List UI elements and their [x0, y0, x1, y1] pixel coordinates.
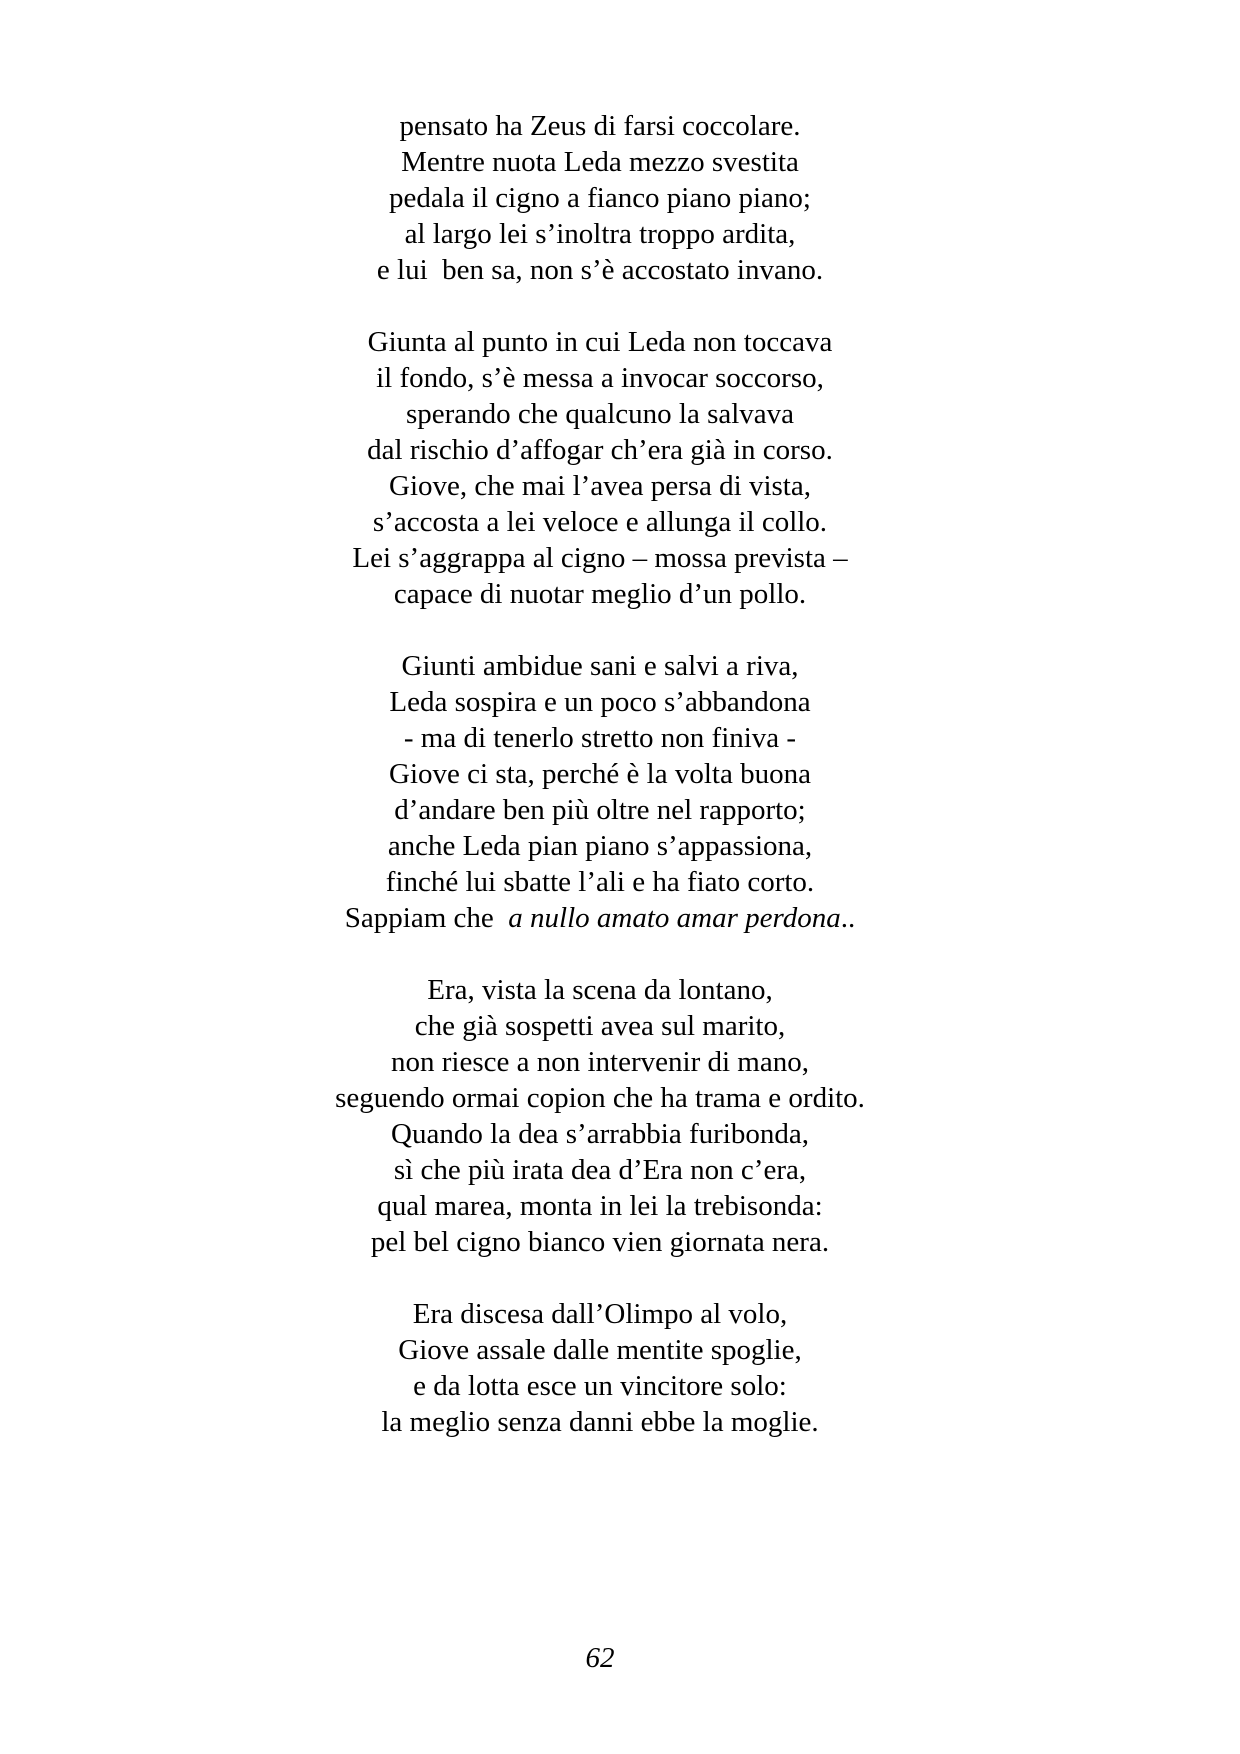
verse-line: d’andare ben più oltre nel rapporto;: [394, 794, 806, 826]
verse-line: anche Leda pian piano s’appassiona,: [387, 830, 813, 862]
verse-line: Giunti ambidue sani e salvi a riva,: [401, 650, 799, 682]
verse-line: pensato ha Zeus di farsi coccolare.: [399, 110, 801, 142]
verse-line: capace di nuotar meglio d’un pollo.: [393, 578, 807, 610]
verse-line: il fondo, s’è messa a invocar soccorso,: [376, 362, 824, 394]
verse-line: sperando che qualcuno la salvava: [405, 398, 795, 430]
verse-line: sì che più irata dea d’Era non c’era,: [393, 1154, 807, 1186]
verse-line: al largo lei s’inoltra troppo ardita,: [404, 218, 796, 250]
verse-line: s’accosta a lei veloce e allunga il collo.: [372, 506, 828, 538]
verse-line: Leda sospira e un poco s’abbandona: [389, 686, 811, 718]
verse-line: Giove ci sta, perché è la volta buona: [389, 758, 811, 790]
verse-line: Giove assale dalle mentite spoglie,: [398, 1334, 802, 1366]
verse-line: e lui ben sa, non s’è accostato invano.: [376, 254, 824, 286]
stanza-1: [0, 108, 1200, 288]
poem-body: [0, 108, 1200, 1476]
verse-suffix: ..: [840, 902, 856, 934]
verse-text: Sappiam che: [344, 902, 509, 934]
verse-line-with-quote: [0, 900, 1200, 936]
stanza-4: [0, 972, 1200, 1260]
verse-line: dal rischio d’affogar ch’era già in corso.: [367, 434, 833, 466]
verse-line: Quando la dea s’arrabbia furibonda,: [391, 1118, 809, 1150]
verse-line: non riesce a non intervenir di mano,: [391, 1046, 809, 1078]
stanza-5: [0, 1296, 1200, 1440]
verse-line: che già sospetti avea sul marito,: [414, 1010, 786, 1042]
verse-line: Era discesa dall’Olimpo al volo,: [412, 1298, 788, 1330]
verse-line: pedala il cigno a fianco piano piano;: [389, 182, 811, 214]
stanza-2: [0, 324, 1200, 612]
verse-line: Mentre nuota Leda mezzo svestita: [401, 146, 799, 178]
verse-line: Era, vista la scena da lontano,: [427, 974, 773, 1006]
verse-line: Giunta al punto in cui Leda non toccava: [367, 326, 833, 358]
stanza-3: [0, 648, 1200, 936]
verse-line: - ma di tenerlo stretto non finiva -: [403, 722, 797, 754]
verse-line: la meglio senza danni ebbe la moglie.: [381, 1406, 819, 1438]
verse-line: qual marea, monta in lei la trebisonda:: [377, 1190, 823, 1222]
verse-line: Giove, che mai l’avea persa di vista,: [389, 470, 811, 502]
dante-quote: a nullo amato amar perdona: [508, 902, 841, 934]
verse-line: Lei s’aggrappa al cigno – mossa prevista –: [352, 542, 848, 574]
page-number: 62: [585, 1642, 615, 1674]
verse-line: pel bel cigno bianco vien giornata nera.: [370, 1226, 830, 1258]
verse-line: e da lotta esce un vincitore solo:: [413, 1370, 787, 1402]
verse-line: finché lui sbatte l’ali e ha fiato corto.: [385, 866, 815, 898]
verse-line: seguendo ormai copion che ha trama e ordito.: [335, 1082, 865, 1114]
